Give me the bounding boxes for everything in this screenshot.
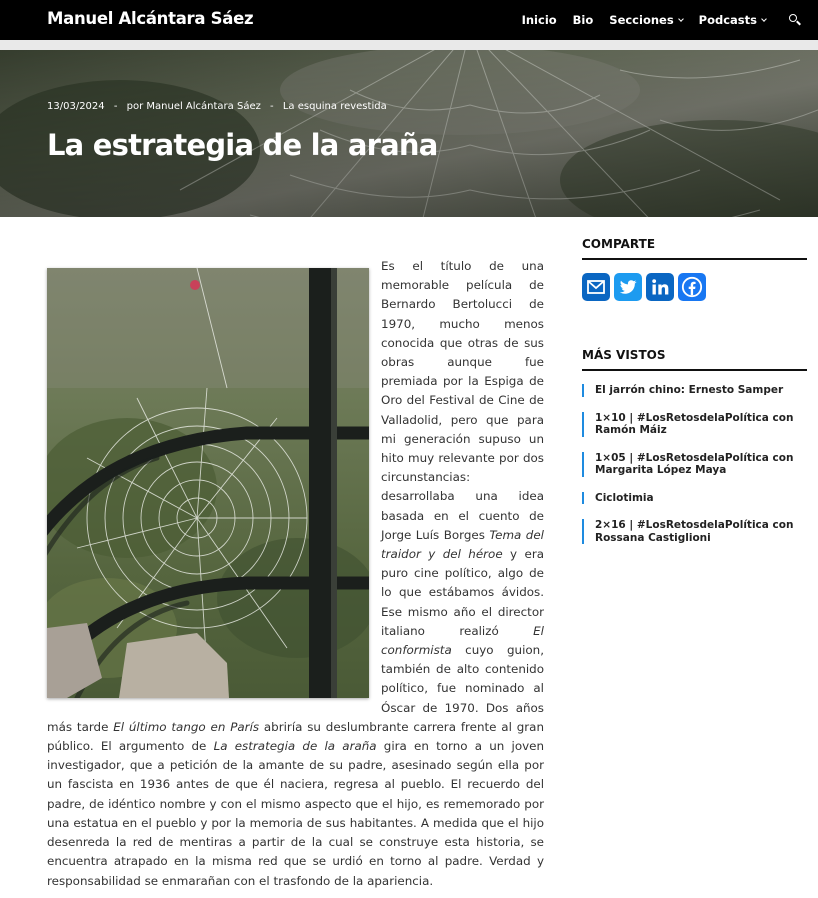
- meta-separator: -: [113, 101, 118, 112]
- popular-widget-title: MÁS VISTOS: [582, 348, 807, 371]
- facebook-share-button[interactable]: [678, 273, 706, 301]
- post-author[interactable]: por Manuel Alcántara Sáez: [126, 101, 261, 112]
- nav-label: Bio: [572, 13, 594, 27]
- chevron-down-icon: [761, 16, 767, 22]
- popular-post-link[interactable]: 1×10 | #LosRetosdelaPolítica con Ramón Máiz: [582, 412, 807, 437]
- popular-post-link[interactable]: 1×05 | #LosRetosdelaPolítica con Margarita López Maya: [582, 452, 807, 477]
- popular-posts-list: [582, 384, 807, 544]
- nav-label: Inicio: [521, 13, 557, 27]
- main-nav: [506, 0, 802, 40]
- article-image: [47, 268, 369, 698]
- twitter-share-button[interactable]: [614, 273, 642, 301]
- twitter-icon: [618, 277, 638, 297]
- hero-banner: [0, 50, 818, 217]
- nav-item-bio[interactable]: [573, 13, 594, 27]
- header-divider: [0, 40, 818, 50]
- email-icon: [586, 277, 606, 297]
- sidebar: [582, 237, 807, 559]
- popular-post-link[interactable]: 2×16 | #LosRetosdelaPolítica con Rossana Castiglioni: [582, 519, 807, 544]
- nav-item-inicio[interactable]: [522, 13, 557, 27]
- page-title: La estrategia de la araña: [47, 128, 438, 162]
- post-category[interactable]: La esquina revestida: [282, 101, 387, 112]
- popular-post-link[interactable]: Ciclotimia: [582, 492, 807, 505]
- meta-separator: -: [270, 101, 274, 112]
- nav-item-secciones[interactable]: [609, 13, 682, 27]
- linkedin-icon: [650, 277, 670, 297]
- nav-label: Secciones: [609, 13, 674, 27]
- chevron-down-icon: [678, 16, 684, 22]
- post-meta: [47, 101, 391, 112]
- linkedin-share-button[interactable]: [646, 273, 674, 301]
- article-paragraph: Es el título de una memorable película de Bernardo Bertolucci de 1970, mucho menos conocida que otras de sus obras aunque fue premiada por la Espiga de Oro del Festival de Cine de Valladolid, pero que para mi generación supuso un hito muy relevante por dos circunstancias: desarrollaba una idea basada en el cuento de Jorge Luís Borges Tema del traidor y del héroe y era puro cine político, algo de lo que estábamos ávidos. Ese mismo año el director italiano realizó El conformista cuyo guion, también de alto contenido político, fue nominado al Óscar de 1970. Dos años más tarde El último tango en París abriría su deslumbrante carrera frente al gran público. El argumento de La estrategia de la araña gira en torno a un joven investigador, que a petición de la amante de su padre, asesinado según ella por un fascista en 1936 antes de que él naciera, regresa al pueblo. El recuerdo del padre, de idéntico nombre y con el mismo aspecto que el hijo, es rememorado por una estatua en el pueblo y por la memoria de sus habitantes. A medida que el hijo desenreda la red de mentiras a partir de la cual se construye esta historia, se encuentra atrapado en la misma red que se urdió en torno al padre. Verdad y responsabilidad se enmarañan con el trasfondo de la apariencia.: [47, 259, 545, 888]
- nav-item-podcasts[interactable]: [699, 13, 766, 27]
- share-widget-title: COMPARTE: [582, 237, 807, 260]
- spider-web-photo: [47, 268, 369, 698]
- top-navbar: [0, 0, 818, 40]
- share-buttons: [582, 273, 807, 301]
- search-icon[interactable]: [788, 13, 802, 27]
- nav-label: Podcasts: [698, 13, 757, 27]
- site-title[interactable]: Manuel Alcántara Sáez: [47, 9, 254, 28]
- article-body: [47, 257, 544, 891]
- popular-post-link[interactable]: El jarrón chino: Ernesto Samper: [582, 384, 807, 397]
- facebook-icon: [681, 276, 703, 298]
- post-date: 13/03/2024: [47, 101, 105, 112]
- email-share-button[interactable]: [582, 273, 610, 301]
